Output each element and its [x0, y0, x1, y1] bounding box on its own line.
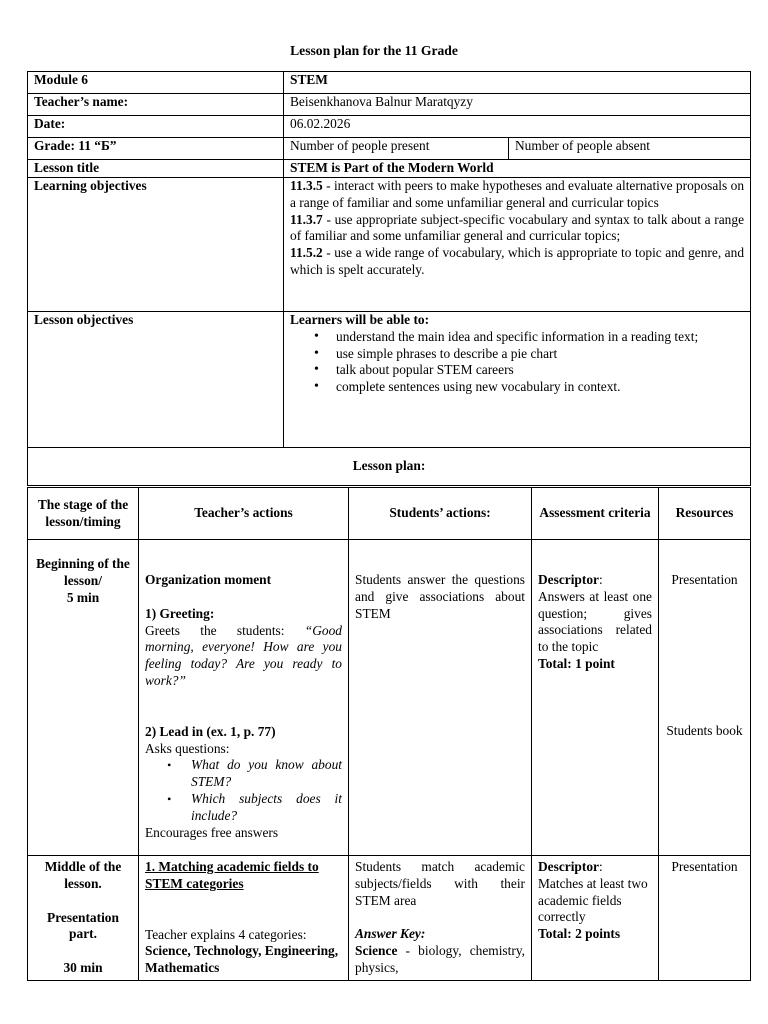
- col-header-resources: Resources: [659, 488, 751, 540]
- lesson-plan-table: [27, 487, 751, 981]
- col-header-students: Students’ actions:: [349, 488, 532, 540]
- module-label: Module 6: [28, 72, 284, 94]
- students-actions-middle: Students match academic subjects/fields with their STEM area Answer Key: Science - biology, chemistry, physics,: [349, 856, 532, 981]
- learning-objectives-label: Learning objectives: [28, 178, 284, 312]
- grade-label: Grade: 11 “Б”: [28, 138, 284, 160]
- lesson-objectives-cell: [284, 312, 751, 448]
- lesson-title-label: Lesson title: [28, 160, 284, 178]
- assessment-middle: Descriptor: Matches at least two academic fields correctly Total: 2 points: [532, 856, 659, 981]
- module-value: STEM: [284, 72, 751, 94]
- date-label: Date:: [28, 116, 284, 138]
- col-header-assessment: Assessment criteria: [532, 488, 659, 540]
- encourages-text: Encourages free answers: [145, 824, 279, 840]
- header-table: [27, 71, 751, 486]
- question-item: • What do you know about STEM?: [191, 757, 342, 791]
- col-header-teacher: Teacher’s actions: [139, 488, 349, 540]
- students-actions-beginning: Students answer the questions and give associations about STEM: [349, 540, 532, 856]
- assessment-beginning: Descriptor: Answers at least one question; gives associations related to the topic Total: 1 point: [532, 540, 659, 856]
- absent-label: Number of people absent: [509, 138, 751, 160]
- present-label: Number of people present: [284, 138, 509, 160]
- teacher-actions-beginning: [139, 540, 349, 856]
- teacher-actions-middle: 1. Matching academic fields to STEM categories Teacher explains 4 categories: Science, Technology, Engineering, Mathematics: [139, 856, 349, 981]
- objective-item: 11.3.5 - interact with peers to make hypotheses and evaluate alternative proposals on a range of familiar and some unfamiliar general and curricular topics: [290, 178, 745, 210]
- objective-item: 11.5.2 - use a wide range of vocabulary, which is appropriate to topic and genre, and which is spelt accurately.: [290, 245, 745, 277]
- lesson-objective-item: • talk about popular STEM careers: [336, 362, 744, 379]
- resources-middle: Presentation: [659, 856, 751, 981]
- teacher-value: Beisenkhanova Balnur Maratqyzy: [284, 94, 751, 116]
- objective-item: 11.3.7 - use appropriate subject-specific vocabulary and syntax to talk about a range of familiar and some unfamiliar general and curricular topics;: [290, 211, 745, 244]
- org-moment-heading: Organization moment: [145, 572, 272, 587]
- total-points: Total: 1 point: [538, 655, 615, 671]
- resources-beginning: Presentation Students book: [659, 540, 751, 856]
- greeting-heading: 1) Greeting:: [145, 605, 215, 621]
- lesson-title-value: STEM is Part of the Modern World: [284, 160, 751, 178]
- lead-in-heading: 2) Lead in (ex. 1, p. 77): [145, 723, 276, 739]
- learners-intro: Learners will be able to:: [290, 312, 430, 327]
- lesson-plan-heading: Lesson plan:: [28, 448, 751, 486]
- teacher-label: Teacher’s name:: [28, 94, 284, 116]
- asks-questions: Asks questions:: [145, 740, 230, 756]
- lesson-objective-item: • understand the main idea and specific information in a reading text;: [336, 329, 744, 346]
- col-header-stage: The stage of the lesson/timing: [28, 488, 139, 540]
- lesson-objective-item: • complete sentences using new vocabulary in context.: [336, 379, 744, 396]
- question-item: • Which subjects does it include?: [191, 791, 342, 825]
- date-value: 06.02.2026: [284, 116, 751, 138]
- stage-middle: Middle of the lesson. Presentation part. 30 min: [28, 856, 139, 981]
- stage-beginning: Beginning of the lesson/ 5 min: [28, 540, 139, 856]
- page-title: Lesson plan for the 11 Grade: [290, 43, 458, 58]
- task-heading: 1. Matching academic fields to STEM categories: [145, 859, 319, 891]
- learning-objectives-cell: [284, 178, 751, 312]
- greeting-text: Greets the students: “Good morning, everyone! How are you feeling today? Are you ready to work?”: [145, 622, 342, 688]
- lesson-objectives-label: Lesson objectives: [28, 312, 284, 448]
- lesson-objective-item: • use simple phrases to describe a pie chart: [336, 346, 744, 363]
